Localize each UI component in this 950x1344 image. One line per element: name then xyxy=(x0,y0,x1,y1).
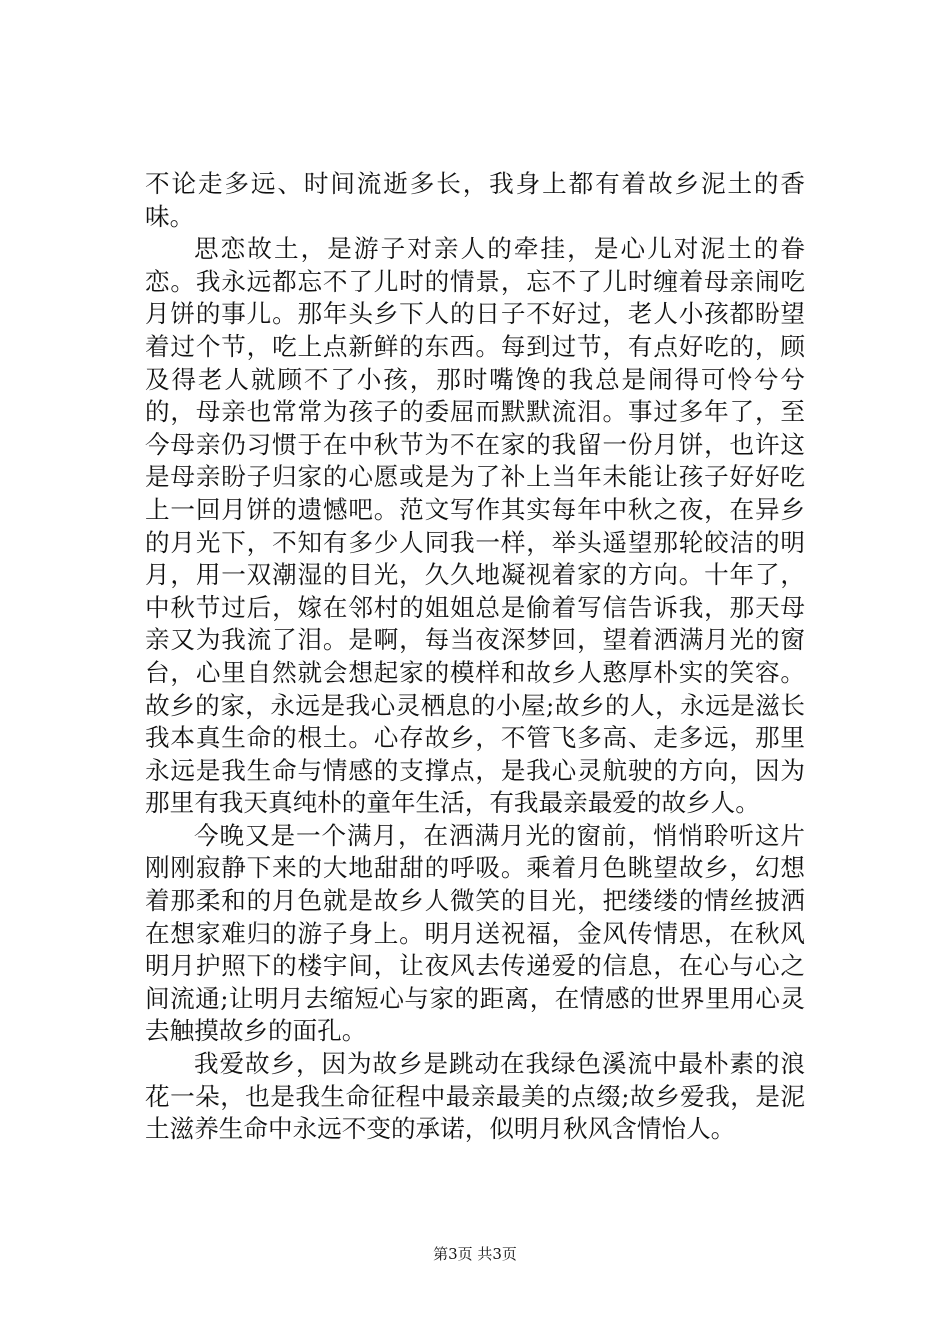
paragraph-continuation: 不论走多远、时间流逝多长，我身上都有着故乡泥土的香味。 xyxy=(145,169,805,231)
paragraph-longing: 思恋故土，是游子对亲人的牵挂，是心儿对泥土的眷恋。我永远都忘不了儿时的情景，忘不了儿时缠着母亲闹吃月饼的事儿。那年头乡下人的日子不好过，老人小孩都盼望着过个节，吃上点新鲜的东西。每到过节，有点好吃的，顾及得老人就顾不了小孩，那时嘴馋的我总是闹得可怜兮兮的，母亲也常常为孩子的委屈而默默流泪。事过多年了，至今母亲仍习惯于在中秋节为不在家的我留一份月饼，也许这是母亲盼子归家的心愿或是为了补上当年未能让孩子好好吃上一回月饼的遗憾吧。范文写作其实每年中秋之夜，在异乡的月光下，不知有多少人同我一样，举头遥望那轮皎洁的明月，用一双潮湿的目光，久久地凝视着家的方向。十年了，中秋节过后，嫁在邻村的姐姐总是偷着写信告诉我，那天母亲又为我流了泪。是啊，每当夜深梦回，望着洒满月光的窗台，心里自然就会想起家的模样和故乡人憨厚朴实的笑容。故乡的家，永远是我心灵栖息的小屋;故乡的人，永远是滋长我本真生命的根土。心存故乡，不管飞多高、走多远，那里永远是我生命与情感的支撑点，是我心灵航驶的方向，因为那里有我天真纯朴的童年生活，有我最亲最爱的故乡人。 xyxy=(145,234,805,818)
paragraph-love-hometown: 我爱故乡，因为故乡是跳动在我绿色溪流中最朴素的浪花一朵，也是我生命征程中最亲最美的点缀;故乡爱我，是泥土滋养生命中永远不变的承诺，似明月秋风含情怡人。 xyxy=(145,1049,805,1144)
document-body xyxy=(145,168,805,1146)
page-footer xyxy=(0,1245,950,1263)
paragraph-full-moon: 今晚又是一个满月，在洒满月光的窗前，悄悄聆听这片刚刚寂静下来的大地甜甜的呼吸。乘着月色眺望故乡，幻想着那柔和的月色就是故乡人微笑的目光，把缕缕的情丝披洒在想家难归的游子身上。明月送祝福，金风传情思，在秋风明月护照下的楼宇间，让夜风去传递爱的信息，在心与心之间流通;让明月去缩短心与家的距离，在情感的世界里用心灵去触摸故乡的面孔。 xyxy=(145,820,805,1046)
page-number: 第3页 共3页 xyxy=(433,1245,517,1263)
